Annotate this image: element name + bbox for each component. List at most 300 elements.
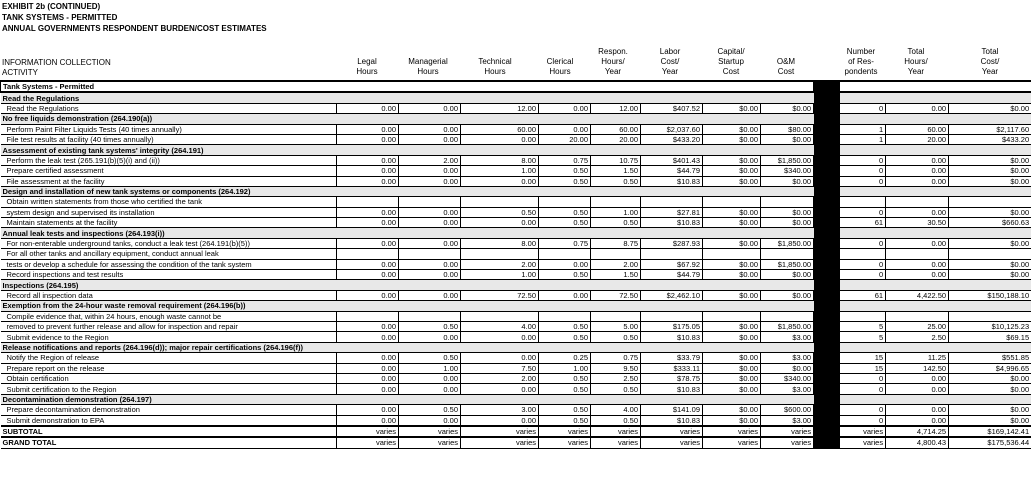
value-cell: $33.79 [641, 353, 703, 363]
value-cell: 0.00 [399, 373, 461, 383]
section-label: Release notifications and reports (264.196(d)); major repair certifications (264.196(f)) [1, 342, 814, 352]
value-cell: $333.11 [641, 363, 703, 373]
value-cell: 0.00 [461, 218, 539, 228]
value-cell: varies [461, 426, 539, 437]
empty-cell [641, 197, 703, 207]
value-cell: $0.00 [949, 373, 1031, 383]
empty-cell [539, 197, 591, 207]
value-cell: 0.50 [539, 176, 591, 186]
value-cell: varies [591, 437, 641, 448]
section-label: Decontamination demonstration (264.197) [1, 394, 814, 404]
value-cell: 0.00 [886, 415, 949, 426]
value-cell: 72.50 [461, 290, 539, 300]
value-cell: varies [641, 437, 703, 448]
value-cell: $551.85 [949, 353, 1031, 363]
empty-cell [840, 311, 886, 321]
table-row [1, 176, 1031, 186]
empty-cell [641, 249, 703, 259]
value-cell: 20.00 [886, 134, 949, 144]
table-row [1, 238, 1031, 248]
value-cell: 72.50 [591, 290, 641, 300]
blank-cell [840, 186, 1031, 196]
value-cell: 0.00 [399, 270, 461, 280]
separator-column [814, 394, 840, 404]
section-label: Design and installation of new tank systems or components (264.192) [1, 186, 814, 196]
table-row [1, 155, 1031, 165]
table-row [1, 363, 1031, 373]
value-cell: 0.75 [539, 238, 591, 248]
value-cell: varies [840, 437, 886, 448]
value-cell: 0.00 [539, 259, 591, 269]
empty-cell [949, 249, 1031, 259]
value-cell: 0.50 [539, 373, 591, 383]
value-cell: $0.00 [703, 176, 761, 186]
value-cell: 2.50 [886, 332, 949, 342]
table-row [1, 373, 1031, 383]
column-header-managerial: Managerial Hours [408, 57, 448, 76]
value-cell: $4,996.65 [949, 363, 1031, 373]
value-cell: 4,714.25 [886, 426, 949, 437]
empty-cell [703, 249, 761, 259]
value-cell: $0.00 [761, 207, 814, 217]
value-cell: varies [641, 426, 703, 437]
activity-label: Submit certification to the Region [1, 384, 337, 394]
value-cell: 0.00 [337, 176, 399, 186]
value-cell: 0.00 [337, 321, 399, 331]
value-cell: 4.00 [461, 321, 539, 331]
activity-label: Perform Paint Filter Liquids Tests (40 times annually) [1, 124, 337, 134]
value-cell: varies [399, 437, 461, 448]
value-cell: 2.00 [461, 259, 539, 269]
empty-cell [840, 249, 886, 259]
value-cell: 0 [840, 405, 886, 415]
empty-cell [337, 311, 399, 321]
column-header-respon: Respon. Hours/ Year [598, 47, 628, 76]
value-cell: 0.00 [337, 218, 399, 228]
column-header-number: Number of Res- pondents [844, 47, 878, 76]
value-cell: 0 [840, 176, 886, 186]
value-cell: 20.00 [539, 134, 591, 144]
activity-label: Notify the Region of release [1, 353, 337, 363]
section-label: Exemption from the 24-hour waste removal requirement (264.196(b)) [1, 301, 814, 311]
value-cell: 0.00 [337, 207, 399, 217]
section-label: Inspections (264.195) [1, 280, 814, 290]
value-cell: varies [337, 426, 399, 437]
value-cell: 0.00 [461, 415, 539, 426]
table-row-continued [1, 197, 1031, 207]
value-cell: 0.00 [337, 124, 399, 134]
value-cell: $10.83 [641, 332, 703, 342]
column-header-om: O&M Cost [776, 57, 796, 76]
exhibit-title: EXHIBIT 2b (CONTINUED) [2, 2, 101, 11]
blank-cell [840, 228, 1031, 238]
value-cell: $0.00 [949, 166, 1031, 176]
activity-label: For all other tanks and ancillary equipment, conduct annual leak [1, 249, 337, 259]
value-cell: varies [461, 437, 539, 448]
value-cell: 0.00 [399, 124, 461, 134]
table-row [1, 321, 1031, 331]
empty-cell [761, 197, 814, 207]
value-cell: varies [761, 426, 814, 437]
blank-cell [840, 342, 1031, 352]
value-cell: $0.00 [703, 321, 761, 331]
activity-label: File assessment at the facility [1, 176, 337, 186]
separator-column [814, 124, 840, 134]
value-cell: $600.00 [761, 405, 814, 415]
separator-column [814, 249, 840, 259]
exhibit-description: ANNUAL GOVERNMENTS RESPONDENT BURDEN/COST ESTIMATES [2, 24, 267, 33]
activity-label: Maintain statements at the facility [1, 218, 337, 228]
value-cell: 0.00 [399, 103, 461, 113]
table-row [1, 218, 1031, 228]
value-cell: 0.00 [539, 103, 591, 113]
value-cell: 0.50 [539, 415, 591, 426]
total-row [1, 426, 1031, 437]
separator-column [814, 384, 840, 394]
separator-column [814, 270, 840, 280]
value-cell: 5 [840, 321, 886, 331]
value-cell: 0.00 [337, 405, 399, 415]
blank-cell [840, 92, 1031, 103]
activity-label: File test results at facility (40 times annually) [1, 134, 337, 144]
value-cell: $80.00 [761, 124, 814, 134]
value-cell: 8.00 [461, 238, 539, 248]
value-cell: 0 [840, 270, 886, 280]
value-cell: $660.63 [949, 218, 1031, 228]
value-cell: 0 [840, 155, 886, 165]
value-cell: 30.50 [886, 218, 949, 228]
value-cell: 0.50 [399, 405, 461, 415]
value-cell: 4,800.43 [886, 437, 949, 448]
empty-cell [539, 311, 591, 321]
value-cell: varies [539, 426, 591, 437]
value-cell: varies [399, 426, 461, 437]
value-cell: $3.00 [761, 415, 814, 426]
value-cell: 2.50 [591, 373, 641, 383]
table-row [1, 415, 1031, 426]
value-cell: $0.00 [949, 176, 1031, 186]
value-cell: varies [337, 437, 399, 448]
value-cell: 0.00 [886, 384, 949, 394]
empty-cell [399, 197, 461, 207]
value-cell: 0.00 [337, 259, 399, 269]
value-cell: 0 [840, 415, 886, 426]
value-cell: 0 [840, 207, 886, 217]
activity-label: Record inspections and test results [1, 270, 337, 280]
value-cell: 1 [840, 124, 886, 134]
value-cell: 9.50 [591, 363, 641, 373]
value-cell: varies [703, 426, 761, 437]
value-cell: $0.00 [949, 270, 1031, 280]
separator-column [814, 207, 840, 217]
value-cell: 0.00 [399, 176, 461, 186]
value-cell: 7.50 [461, 363, 539, 373]
value-cell: $0.00 [761, 290, 814, 300]
empty-cell [399, 249, 461, 259]
separator-column [814, 437, 840, 448]
value-cell: $3.00 [761, 384, 814, 394]
separator-column [814, 290, 840, 300]
value-cell: 0.00 [399, 207, 461, 217]
section-label: Read the Regulations [1, 92, 814, 103]
section-row [1, 186, 1031, 196]
value-cell: 1.00 [461, 270, 539, 280]
value-cell: 0.00 [337, 363, 399, 373]
value-cell: $433.20 [949, 134, 1031, 144]
value-cell: $0.00 [703, 353, 761, 363]
value-cell: 25.00 [886, 321, 949, 331]
value-cell: $1,850.00 [761, 155, 814, 165]
table-row [1, 259, 1031, 269]
empty-cell [539, 249, 591, 259]
value-cell: 2.00 [399, 155, 461, 165]
value-cell: $0.00 [703, 218, 761, 228]
value-cell: $0.00 [703, 290, 761, 300]
value-cell: 0.50 [399, 353, 461, 363]
value-cell: 0.50 [461, 207, 539, 217]
value-cell: 60.00 [461, 124, 539, 134]
activity-label: Compile evidence that, within 24 hours, enough waste cannot be [1, 311, 337, 321]
blank-cell [840, 145, 1031, 155]
table-row [1, 124, 1031, 134]
value-cell: 2.00 [591, 259, 641, 269]
value-cell: varies [591, 426, 641, 437]
value-cell: $2,117.60 [949, 124, 1031, 134]
value-cell: $0.00 [761, 363, 814, 373]
value-cell: 0.50 [399, 321, 461, 331]
separator-column [814, 103, 840, 113]
value-cell: 0.00 [461, 332, 539, 342]
value-cell: 0.00 [461, 134, 539, 144]
blank-cell [840, 301, 1031, 311]
empty-cell [337, 249, 399, 259]
value-cell: 0.00 [886, 155, 949, 165]
value-cell: 0 [840, 373, 886, 383]
table-row [1, 166, 1031, 176]
value-cell: $1,850.00 [761, 321, 814, 331]
section-row [1, 228, 1031, 238]
value-cell: $44.79 [641, 166, 703, 176]
blank-cell [840, 394, 1031, 404]
value-cell: $433.20 [641, 134, 703, 144]
value-cell: $78.75 [641, 373, 703, 383]
empty-cell [886, 249, 949, 259]
value-cell: $0.00 [703, 405, 761, 415]
value-cell: $0.00 [703, 124, 761, 134]
value-cell: 0.00 [399, 134, 461, 144]
empty-cell [949, 197, 1031, 207]
empty-cell [591, 197, 641, 207]
value-cell: 0.50 [539, 405, 591, 415]
value-cell: $1,850.00 [761, 238, 814, 248]
value-cell: 0.00 [886, 405, 949, 415]
value-cell: $0.00 [761, 176, 814, 186]
activity-label: Submit demonstration to EPA [1, 415, 337, 426]
separator-column [814, 321, 840, 331]
activity-label: Read the Regulations [1, 103, 337, 113]
section-title: Tank Systems - Permitted [1, 81, 814, 92]
value-cell: 0.50 [539, 384, 591, 394]
value-cell: 20.00 [591, 134, 641, 144]
value-cell: 0.00 [886, 259, 949, 269]
value-cell: 0.50 [591, 384, 641, 394]
activity-label: Obtain written statements from those who certified the tank [1, 197, 337, 207]
value-cell: $1,850.00 [761, 259, 814, 269]
section-row [1, 342, 1031, 352]
value-cell: $0.00 [949, 103, 1031, 113]
separator-column [814, 114, 840, 124]
value-cell: 0.50 [539, 166, 591, 176]
value-cell: varies [840, 426, 886, 437]
section-row [1, 394, 1031, 404]
value-cell: $0.00 [703, 103, 761, 113]
blank-cell [840, 114, 1031, 124]
value-cell: $169,142.41 [949, 426, 1031, 437]
value-cell: 0.50 [539, 321, 591, 331]
column-header-technical: Technical Hours [478, 57, 512, 76]
value-cell: $0.00 [761, 218, 814, 228]
value-cell: $175,536.44 [949, 437, 1031, 448]
activity-label: SUBTOTAL [1, 426, 337, 437]
column-header-labor: Labor Cost/ Year [659, 47, 681, 76]
blank-cell [840, 280, 1031, 290]
separator-column [814, 228, 840, 238]
value-cell: $10.83 [641, 218, 703, 228]
value-cell: 0.75 [539, 155, 591, 165]
empty-cell [461, 311, 539, 321]
separator-column [814, 405, 840, 415]
section-row [1, 301, 1031, 311]
value-cell: 0.00 [886, 176, 949, 186]
value-cell: 0 [840, 238, 886, 248]
table-row [1, 353, 1031, 363]
value-cell: 0.00 [399, 238, 461, 248]
value-cell: $0.00 [761, 134, 814, 144]
value-cell: $0.00 [703, 134, 761, 144]
blank-cell [840, 81, 1031, 92]
exhibit-subtitle: TANK SYSTEMS - PERMITTED [2, 13, 118, 22]
value-cell: $0.00 [703, 207, 761, 217]
value-cell: 0.00 [461, 384, 539, 394]
value-cell: 0.00 [337, 155, 399, 165]
separator-column [814, 166, 840, 176]
table-row [1, 207, 1031, 217]
value-cell: 0.50 [539, 207, 591, 217]
value-cell: 15 [840, 363, 886, 373]
separator-column [814, 81, 840, 92]
value-cell: 0.50 [591, 218, 641, 228]
activity-label: For non-enterable underground tanks, conduct a leak test (264.191(b)(5)) [1, 238, 337, 248]
section-label: Assessment of existing tank systems' integrity (264.191) [1, 145, 814, 155]
value-cell: $150,188.10 [949, 290, 1031, 300]
total-row [1, 437, 1031, 448]
empty-cell [703, 311, 761, 321]
value-cell: $10.83 [641, 415, 703, 426]
value-cell: $287.93 [641, 238, 703, 248]
empty-cell [461, 249, 539, 259]
value-cell: 1.00 [399, 363, 461, 373]
empty-cell [761, 311, 814, 321]
value-cell: 0.00 [886, 270, 949, 280]
value-cell: $10.83 [641, 384, 703, 394]
table-row [1, 270, 1031, 280]
activity-label: removed to prevent further release and allow for inspection and repair [1, 321, 337, 331]
activity-label: Submit evidence to the Region [1, 332, 337, 342]
section-label: No free liquids demonstration (264.190(a)) [1, 114, 814, 124]
value-cell: 0.00 [337, 353, 399, 363]
value-cell: 0.00 [461, 353, 539, 363]
value-cell: 0.00 [337, 166, 399, 176]
table-row [1, 290, 1031, 300]
value-cell: $27.81 [641, 207, 703, 217]
section-row [1, 145, 1031, 155]
column-header-total-hours: Total Hours/ Year [904, 47, 928, 76]
value-cell: 12.00 [591, 103, 641, 113]
value-cell: 0.00 [399, 332, 461, 342]
column-header-clerical: Clerical Hours [546, 57, 574, 76]
activity-label: Prepare decontamination demonstration [1, 405, 337, 415]
empty-cell [337, 197, 399, 207]
separator-column [814, 238, 840, 248]
value-cell: 60.00 [591, 124, 641, 134]
value-cell: 61 [840, 290, 886, 300]
separator-column [814, 218, 840, 228]
value-cell: $0.00 [949, 384, 1031, 394]
separator-column [814, 92, 840, 103]
value-cell: $0.00 [949, 415, 1031, 426]
value-cell: 0 [840, 166, 886, 176]
value-cell: 0.50 [591, 176, 641, 186]
value-cell: $401.43 [641, 155, 703, 165]
table-row [1, 103, 1031, 113]
table-row-continued [1, 311, 1031, 321]
value-cell: 0 [840, 384, 886, 394]
separator-column [814, 155, 840, 165]
separator-column [814, 363, 840, 373]
value-cell: 0.00 [539, 290, 591, 300]
activity-label: Prepare report on the release [1, 363, 337, 373]
section-row [1, 114, 1031, 124]
value-cell: $67.92 [641, 259, 703, 269]
empty-cell [886, 197, 949, 207]
value-cell: $0.00 [949, 238, 1031, 248]
value-cell: varies [761, 437, 814, 448]
separator-column [814, 353, 840, 363]
value-cell: 0.50 [591, 415, 641, 426]
empty-cell [761, 249, 814, 259]
value-cell: $0.00 [949, 207, 1031, 217]
value-cell: 8.00 [461, 155, 539, 165]
separator-column [814, 301, 840, 311]
value-cell: 0.50 [591, 332, 641, 342]
value-cell: $0.00 [703, 415, 761, 426]
value-cell: 0.00 [337, 238, 399, 248]
value-cell: $69.15 [949, 332, 1031, 342]
table-row [1, 405, 1031, 415]
value-cell: $0.00 [703, 238, 761, 248]
column-header-total-cost: Total Cost/ Year [980, 47, 1000, 76]
separator-column [814, 426, 840, 437]
empty-cell [461, 197, 539, 207]
value-cell: 0.75 [591, 353, 641, 363]
column-header-capital: Capital/ Startup Cost [717, 47, 745, 76]
value-cell: $0.00 [703, 166, 761, 176]
value-cell: 0.50 [539, 218, 591, 228]
table-row-continued [1, 249, 1031, 259]
value-cell: 0.25 [539, 353, 591, 363]
separator-column [814, 415, 840, 426]
value-cell: $10.83 [641, 176, 703, 186]
